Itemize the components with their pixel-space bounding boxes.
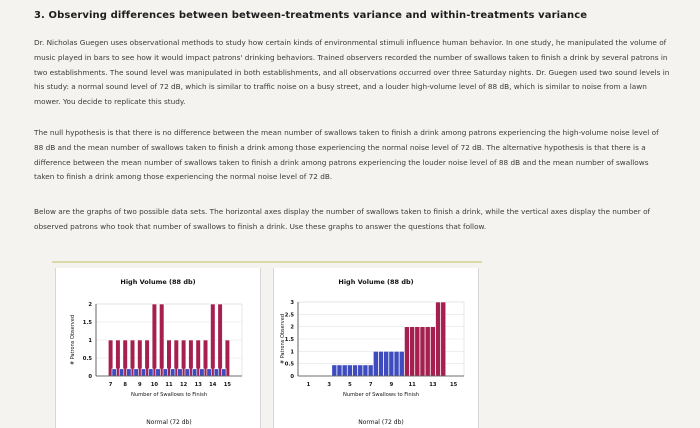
y-axis-label: # Patrons Observed bbox=[70, 314, 76, 366]
normal-volume-bar bbox=[337, 365, 342, 376]
high-volume-bar bbox=[218, 304, 223, 376]
y-tick-label: 0.5 bbox=[82, 356, 92, 362]
high-volume-bar bbox=[415, 327, 420, 376]
high-volume-bar bbox=[436, 302, 441, 376]
high-volume-bar bbox=[425, 327, 430, 376]
normal-volume-bar bbox=[192, 369, 197, 376]
question-title: 3. Observing differences between between-treatments variance and within-treatments variance bbox=[34, 10, 588, 21]
y-tick-label: 0 bbox=[88, 374, 92, 380]
y-tick-label: 1 bbox=[88, 338, 92, 344]
normal-volume-bar bbox=[358, 365, 363, 376]
y-tick-label: 0.5 bbox=[284, 361, 294, 368]
charts-divider bbox=[52, 261, 482, 263]
normal-volume-bar bbox=[379, 351, 384, 376]
normal-volume-bar bbox=[373, 351, 378, 376]
normal-volume-bar bbox=[141, 369, 146, 376]
normal-volume-bar bbox=[399, 351, 404, 376]
normal-volume-bar bbox=[163, 369, 168, 376]
x-tick-label: 13 bbox=[429, 382, 437, 388]
x-axis-label: Number of Swallows to Finish bbox=[130, 392, 208, 398]
chart-subtitle-below: Normal (72 db) bbox=[146, 419, 192, 426]
x-tick-label: 11 bbox=[408, 382, 416, 388]
normal-volume-bar bbox=[156, 369, 161, 376]
normal-volume-bar bbox=[119, 369, 124, 376]
normal-volume-bar bbox=[368, 365, 373, 376]
x-tick-label: 15 bbox=[223, 382, 232, 388]
high-volume-bar bbox=[211, 304, 216, 376]
x-tick-label: 5 bbox=[348, 382, 352, 388]
high-volume-bar bbox=[404, 327, 409, 376]
y-tick-label: 1.5 bbox=[82, 320, 92, 326]
x-tick-label: 15 bbox=[450, 382, 458, 388]
high-volume-bar bbox=[159, 304, 164, 376]
paragraph-graph-instructions: Below are the graphs of two possible data sets. The horizontal axes display the number of swallows taken to finish a drink, while the vertical axes display the number of observed patrons who took that number of swallows to finish a drink. Use these graphs to answer the questions that follow. bbox=[34, 207, 651, 231]
x-tick-label: 13 bbox=[194, 382, 202, 388]
x-tick-label: 11 bbox=[165, 382, 173, 388]
y-tick-label: 3 bbox=[290, 300, 294, 306]
normal-volume-bar bbox=[363, 365, 368, 376]
x-tick-label: 1 bbox=[306, 382, 311, 388]
x-tick-label: 9 bbox=[137, 382, 142, 388]
x-tick-label: 14 bbox=[209, 382, 217, 388]
normal-volume-bar bbox=[394, 351, 399, 376]
normal-volume-bar bbox=[185, 369, 190, 376]
normal-volume-bar bbox=[127, 369, 132, 376]
y-tick-label: 1 bbox=[290, 349, 294, 356]
chart-title: High Volume (88 db) bbox=[338, 278, 414, 286]
normal-volume-bar bbox=[214, 369, 219, 376]
high-volume-bar bbox=[420, 327, 425, 376]
chart-2 bbox=[274, 268, 478, 428]
normal-volume-bar bbox=[134, 369, 139, 376]
x-tick-label: 3 bbox=[327, 382, 331, 388]
normal-volume-bar bbox=[347, 365, 352, 376]
x-tick-label: 10 bbox=[150, 382, 159, 388]
normal-volume-bar bbox=[384, 351, 389, 376]
y-tick-label: 1.5 bbox=[284, 337, 294, 343]
normal-volume-bar bbox=[221, 369, 226, 376]
x-tick-label: 12 bbox=[179, 382, 188, 388]
high-volume-bar bbox=[410, 327, 415, 376]
x-axis-label: Number of Swallows to Finish bbox=[342, 392, 420, 398]
y-tick-label: 2.5 bbox=[284, 312, 294, 319]
high-volume-bar bbox=[430, 327, 435, 376]
paragraph-hypotheses: The null hypothesis is that there is no difference between the mean number of swallows taken to finish a drink among patrons experiencing the high-volume noise level of 88 dB and the mean number of swallows taken to finish a drink among those experiencing the normal noise level of 72 dB. The alternative hypothesis is that there is a difference between the mean number of swallows taken to finish a drink among patrons experiencing the louder noise level of 88 dB and the mean number of swallows taken to finish a drink among those experiencing the normal noise level of 72 dB. bbox=[34, 128, 659, 182]
normal-volume-bar bbox=[170, 369, 175, 376]
normal-volume-bar bbox=[178, 369, 183, 376]
normal-volume-bar bbox=[389, 351, 394, 376]
paragraph-study-description: Dr. Nicholas Guegen uses observational methods to study how certain kinds of environmental stimuli influence human behavior. In one study, he manipulated the volume of music played in bars to see how it would impact patrons' drinking behaviors. Trained observers recorded the number of swallows taken to finish a drink by several patrons in two establishments. The sound level was manipulated in both establishments, and all observations occurred over three Saturday nights. Dr. Guegen used two sound levels in his study: a normal sound level of 72 dB, which is similar to traffic noise on a busy street, and a louder high-volume level of 88 dB, which is similar to noise from a lawn mower. You decide to replicate this study. bbox=[34, 38, 670, 107]
normal-volume-bar bbox=[207, 369, 212, 376]
chart-title: High Volume (88 db) bbox=[120, 278, 196, 286]
y-tick-label: 0 bbox=[290, 374, 294, 380]
y-axis-label: # Patrons Observed bbox=[280, 313, 286, 365]
normal-volume-bar bbox=[112, 369, 117, 376]
y-tick-label: 2 bbox=[290, 324, 294, 331]
normal-volume-bar bbox=[200, 369, 205, 376]
high-volume-bar bbox=[441, 302, 446, 376]
chart-subtitle-below: Normal (72 db) bbox=[358, 419, 404, 426]
normal-volume-bar bbox=[332, 365, 337, 376]
x-tick-label: 9 bbox=[389, 382, 394, 388]
normal-volume-bar bbox=[353, 365, 358, 376]
y-tick-label: 2 bbox=[88, 302, 92, 308]
normal-volume-bar bbox=[342, 365, 347, 376]
chart-panel-2 bbox=[273, 268, 479, 428]
chart-1 bbox=[56, 268, 260, 428]
high-volume-bar bbox=[152, 304, 157, 376]
x-tick-label: 7 bbox=[108, 382, 113, 388]
chart-panel-1 bbox=[55, 268, 261, 428]
x-tick-label: 8 bbox=[123, 382, 128, 388]
normal-volume-bar bbox=[148, 369, 153, 376]
x-tick-label: 7 bbox=[368, 382, 373, 388]
